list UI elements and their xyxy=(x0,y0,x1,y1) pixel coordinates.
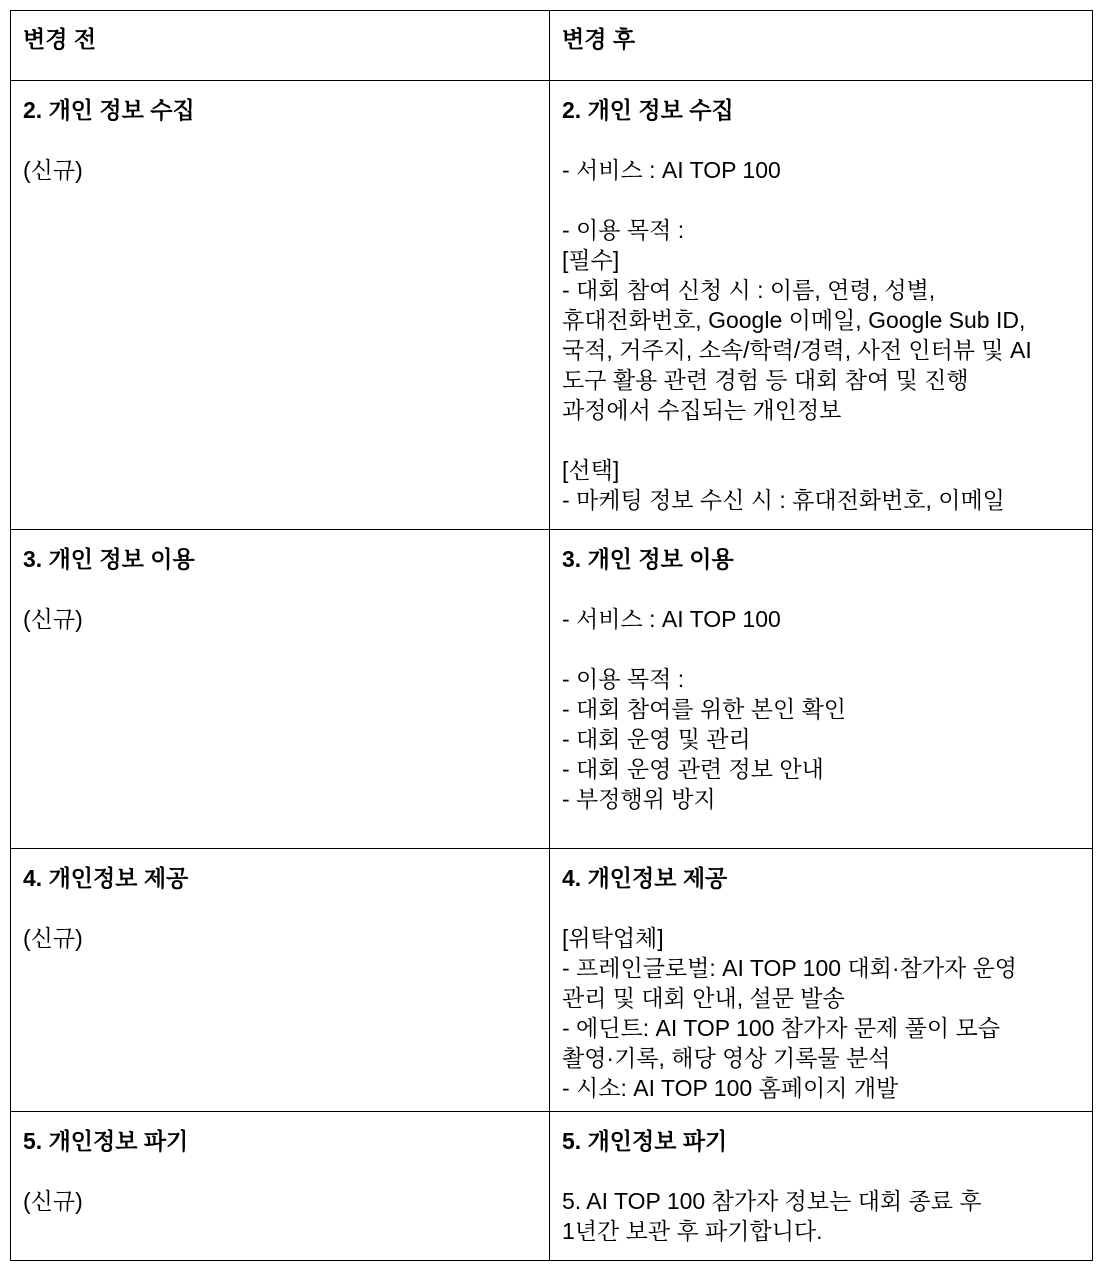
after-line: - 이용 목적 : xyxy=(562,217,685,243)
after-line: - 프레인글로벌: AI TOP 100 대회·참가자 운영 xyxy=(562,955,1018,981)
header-before-label: 변경 전 xyxy=(23,26,97,52)
after-line: - 대회 참여 신청 시 : 이름, 연령, 성별, xyxy=(562,277,936,303)
after-line: 휴대전화번호, Google 이메일, Google Sub ID, xyxy=(562,307,1026,333)
after-line: - 대회 운영 및 관리 xyxy=(562,726,751,752)
after-line: 국적, 거주지, 소속/학력/경력, 사전 인터뷰 및 AI xyxy=(562,337,1032,363)
before-cell xyxy=(11,81,550,530)
section-title: 2. 개인 정보 수집 xyxy=(562,97,734,123)
section-title: 4. 개인정보 제공 xyxy=(562,865,728,891)
after-line: - 에딘트: AI TOP 100 참가자 문제 풀이 모습 xyxy=(562,1015,1000,1041)
after-line: - 부정행위 방지 xyxy=(562,786,716,812)
table-row xyxy=(11,849,1093,1112)
after-line: [위탁업체] xyxy=(562,925,664,951)
section-title: 5. 개인정보 파기 xyxy=(562,1128,728,1154)
after-line: - 서비스 : AI TOP 100 xyxy=(562,157,781,183)
after-line: 과정에서 수집되는 개인정보 xyxy=(562,397,842,423)
after-line: - 서비스 : AI TOP 100 xyxy=(562,606,781,632)
section-title: 3. 개인 정보 이용 xyxy=(23,546,195,572)
after-line: - 대회 참여를 위한 본인 확인 xyxy=(562,696,847,722)
after-line: [필수] xyxy=(562,247,620,273)
section-title: 4. 개인정보 제공 xyxy=(23,865,189,891)
after-line: 도구 활용 관련 경험 등 대회 참여 및 진행 xyxy=(562,367,969,393)
before-note: (신규) xyxy=(23,925,83,951)
table-row xyxy=(11,81,1093,530)
after-line: 1년간 보관 후 파기합니다. xyxy=(562,1218,823,1244)
before-note: (신규) xyxy=(23,157,83,183)
header-after-label: 변경 후 xyxy=(562,26,636,52)
before-note: (신규) xyxy=(23,606,83,632)
header-before xyxy=(11,11,550,81)
section-title: 3. 개인 정보 이용 xyxy=(562,546,734,572)
after-cell xyxy=(550,849,1093,1112)
before-cell xyxy=(11,1112,550,1261)
before-cell xyxy=(11,849,550,1112)
after-cell xyxy=(550,530,1093,849)
section-title: 5. 개인정보 파기 xyxy=(23,1128,189,1154)
after-line: - 마케팅 정보 수신 시 : 휴대전화번호, 이메일 xyxy=(562,487,1005,513)
after-cell xyxy=(550,81,1093,530)
after-line: 관리 및 대회 안내, 설문 발송 xyxy=(562,985,845,1011)
after-line: - 시소: AI TOP 100 홈페이지 개발 xyxy=(562,1075,899,1101)
header-after xyxy=(550,11,1093,81)
after-line: [선택] xyxy=(562,457,620,483)
section-title: 2. 개인 정보 수집 xyxy=(23,97,195,123)
table-row xyxy=(11,1112,1093,1261)
before-cell xyxy=(11,530,550,849)
after-line: 촬영·기록, 해당 영상 기록물 분석 xyxy=(562,1045,891,1071)
before-note: (신규) xyxy=(23,1188,83,1214)
change-comparison-table xyxy=(10,10,1093,1261)
after-line: 5. AI TOP 100 참가자 정보는 대회 종료 후 xyxy=(562,1188,982,1214)
after-line: - 이용 목적 : xyxy=(562,666,685,692)
after-line: - 대회 운영 관련 정보 안내 xyxy=(562,756,824,782)
header-row xyxy=(11,11,1093,81)
table-row xyxy=(11,530,1093,849)
after-cell xyxy=(550,1112,1093,1261)
